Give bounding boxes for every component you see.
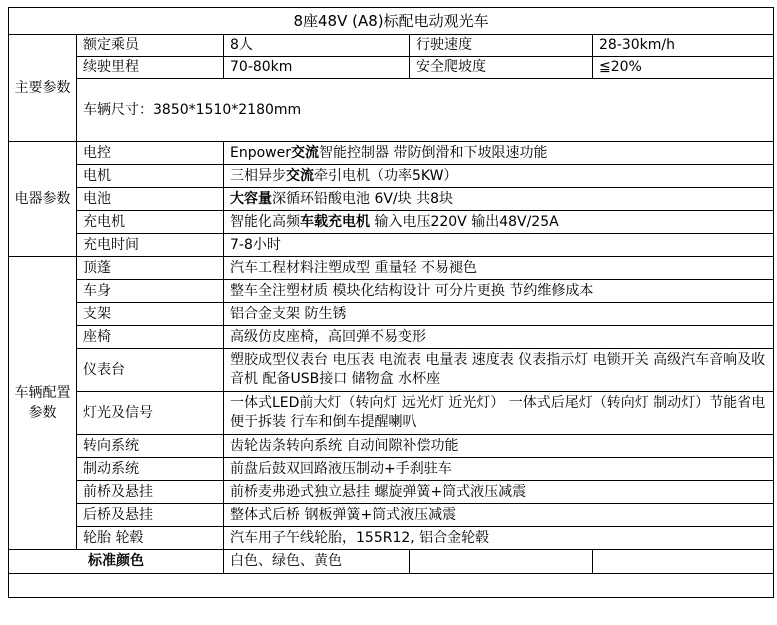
value-charger: 智能化高频车载充电机 输入电压220V 输出48V/25A — [224, 211, 774, 234]
value-charge-time: 7-8小时 — [224, 234, 774, 257]
label-roof: 顶蓬 — [77, 257, 224, 280]
label-standard-colors: 标准颜色 — [9, 550, 224, 574]
value-brakes: 前盘后鼓双回路液压制动+手刹驻车 — [224, 458, 774, 481]
label-rear-axle: 后桥及悬挂 — [77, 504, 224, 527]
sheet-title: 8座48V (A8)标配电动观光车 — [9, 8, 774, 35]
label-steering: 转向系统 — [77, 435, 224, 458]
value-battery: 大容量深循环铅酸电池 6V/块 共8块 — [224, 188, 774, 211]
spec-table — [8, 7, 774, 598]
label-seat: 座椅 — [77, 326, 224, 349]
group-main-params: 主要参数 — [9, 35, 77, 142]
value-seat: 高级仿皮座椅，高回弹不易变形 — [224, 326, 774, 349]
label-brakes: 制动系统 — [77, 458, 224, 481]
label-front-axle: 前桥及悬挂 — [77, 481, 224, 504]
value-standard-colors: 白色、绿色、黄色 — [224, 550, 410, 574]
value-frame: 铝合金支架 防生锈 — [224, 303, 774, 326]
label-dashboard: 仪表台 — [77, 349, 224, 392]
label-tires: 轮胎 轮毂 — [77, 527, 224, 550]
value-lights: 一体式LED前大灯（转向灯 远光灯 近光灯） 一体式后尾灯（转向灯 制动灯）节能省电 便于拆装 行车和倒车提醒喇叭 — [224, 392, 774, 435]
label-controller: 电控 — [77, 142, 224, 165]
value-speed: 28-30km/h — [593, 35, 774, 57]
value-dashboard: 塑胶成型仪表台 电压表 电流表 电量表 速度表 仪表指示灯 电锁开关 高级汽车音响及收音机 配备USB接口 储物盒 水杯座 — [224, 349, 774, 392]
value-rated-passengers: 8人 — [224, 35, 410, 57]
label-range: 续驶里程 — [77, 57, 224, 79]
vehicle-size: 车辆尺寸：3850*1510*2180mm — [77, 79, 774, 142]
label-charger: 充电机 — [77, 211, 224, 234]
value-body: 整车全注塑材质 模块化结构设计 可分片更换 节约维修成本 — [224, 280, 774, 303]
label-climb: 安全爬坡度 — [410, 57, 593, 79]
value-motor: 三相异步交流牵引电机（功率5KW） — [224, 165, 774, 188]
value-controller: Enpower交流智能控制器 带防倒滑和下坡限速功能 — [224, 142, 774, 165]
value-front-axle: 前桥麦弗逊式独立悬挂 螺旋弹簧+筒式液压减震 — [224, 481, 774, 504]
value-steering: 齿轮齿条转向系统 自动间隙补偿功能 — [224, 435, 774, 458]
value-tires: 汽车用子午线轮胎，155R12, 铝合金轮毂 — [224, 527, 774, 550]
label-body: 车身 — [77, 280, 224, 303]
empty-cell-b — [593, 550, 774, 574]
value-roof: 汽车工程材料注塑成型 重量轻 不易褪色 — [224, 257, 774, 280]
group-vehicle-config: 车辆配置参数 — [9, 257, 77, 550]
spec-sheet — [8, 7, 773, 598]
label-charge-time: 充电时间 — [77, 234, 224, 257]
empty-footer-row — [9, 574, 774, 598]
value-range: 70-80km — [224, 57, 410, 79]
value-climb: ≦20% — [593, 57, 774, 79]
group-electrical: 电器参数 — [9, 142, 77, 257]
label-speed: 行驶速度 — [410, 35, 593, 57]
value-rear-axle: 整体式后桥 钢板弹簧+筒式液压减震 — [224, 504, 774, 527]
label-frame: 支架 — [77, 303, 224, 326]
label-rated-passengers: 额定乘员 — [77, 35, 224, 57]
empty-cell-a — [410, 550, 593, 574]
label-motor: 电机 — [77, 165, 224, 188]
label-battery: 电池 — [77, 188, 224, 211]
label-lights: 灯光及信号 — [77, 392, 224, 435]
